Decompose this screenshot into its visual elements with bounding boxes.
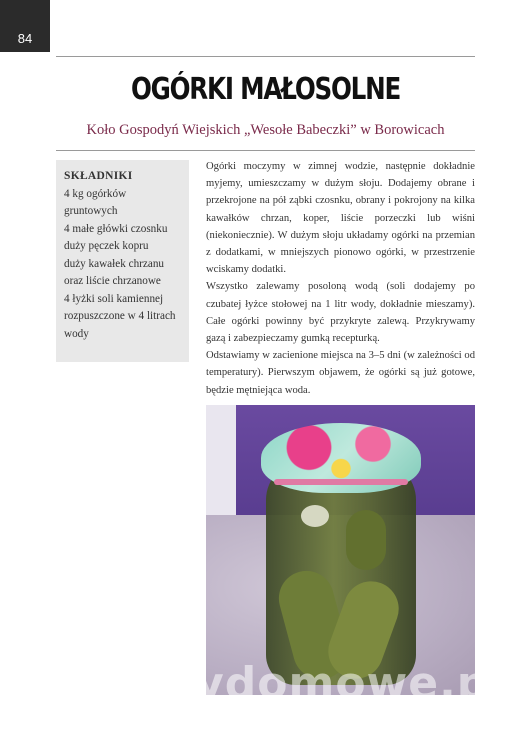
- watermark: wedlinydomowe.pl: [25, 658, 506, 709]
- instruction-paragraph: Wszystko zalewamy posoloną wodą (soli dodajemy po czubatej łyżce stołowej na 1 litr wody, dokładnie mieszamy). Całe ogórki powinny być przykryte zalewą. Przykrywamy gazą i zabezpieczamy gumką recepturką.: [206, 281, 475, 345]
- page-number: 84: [17, 31, 33, 46]
- page-number-tab: [0, 0, 50, 52]
- ingredients-box: [56, 160, 189, 362]
- ingredient-line: oraz liście chrzanowe: [64, 275, 161, 287]
- ingredient-line: 4 łyżki soli kamiennej: [64, 292, 164, 305]
- top-divider: [56, 56, 475, 57]
- ingredient-line: wody: [64, 327, 89, 340]
- ingredient-line: duży kawałek chrzanu: [64, 257, 165, 270]
- rubber-band: [274, 479, 408, 485]
- ingredient-line: rozpuszczone w 4 litrach: [64, 310, 176, 322]
- garlic-clove: [301, 505, 329, 527]
- recipe-subtitle: Koło Gospodyń Wiejskich „Wesołe Babeczki” w Borowicach: [86, 122, 445, 138]
- ingredients-heading: SKŁADNIKI: [64, 170, 133, 182]
- title-divider: [56, 150, 475, 151]
- ingredient-line: 4 małe główki czosnku: [64, 222, 168, 235]
- pickle-jar-photo: [206, 405, 475, 695]
- recipe-title: OGÓRKI MAŁOSOLNE: [130, 72, 401, 107]
- ingredient-line: duży pęczek kopru: [64, 240, 149, 252]
- instruction-paragraph: Ogórki moczymy w zimnej wodzie, następnie dokładnie myjemy, umieszczamy w dużym słoju. Dodajemy obrane i przekrojone na pół ząbki czosnku, obrany i pokrojony na kilka kawałków chrzan, koper, liście porzeczki lub wiśni (niekoniecznie). W dużym słoju układamy ogórki na przemian z dodatkami, w mniejszych pionowo ogórki, w przestrzenie wciskamy dodatki.: [206, 161, 475, 276]
- ingredient-line: 4 kg ogórków: [64, 187, 127, 200]
- ingredient-line: gruntowych: [64, 205, 118, 217]
- cucumber: [346, 510, 386, 570]
- instruction-paragraph: Odstawiamy w zacienione miejsca na 3–5 dni (w zależności od temperatury). Pierwszym objawem, że ogórki są już gotowe, będzie mętniejąca woda.: [206, 350, 475, 396]
- recipe-instructions: [206, 158, 475, 399]
